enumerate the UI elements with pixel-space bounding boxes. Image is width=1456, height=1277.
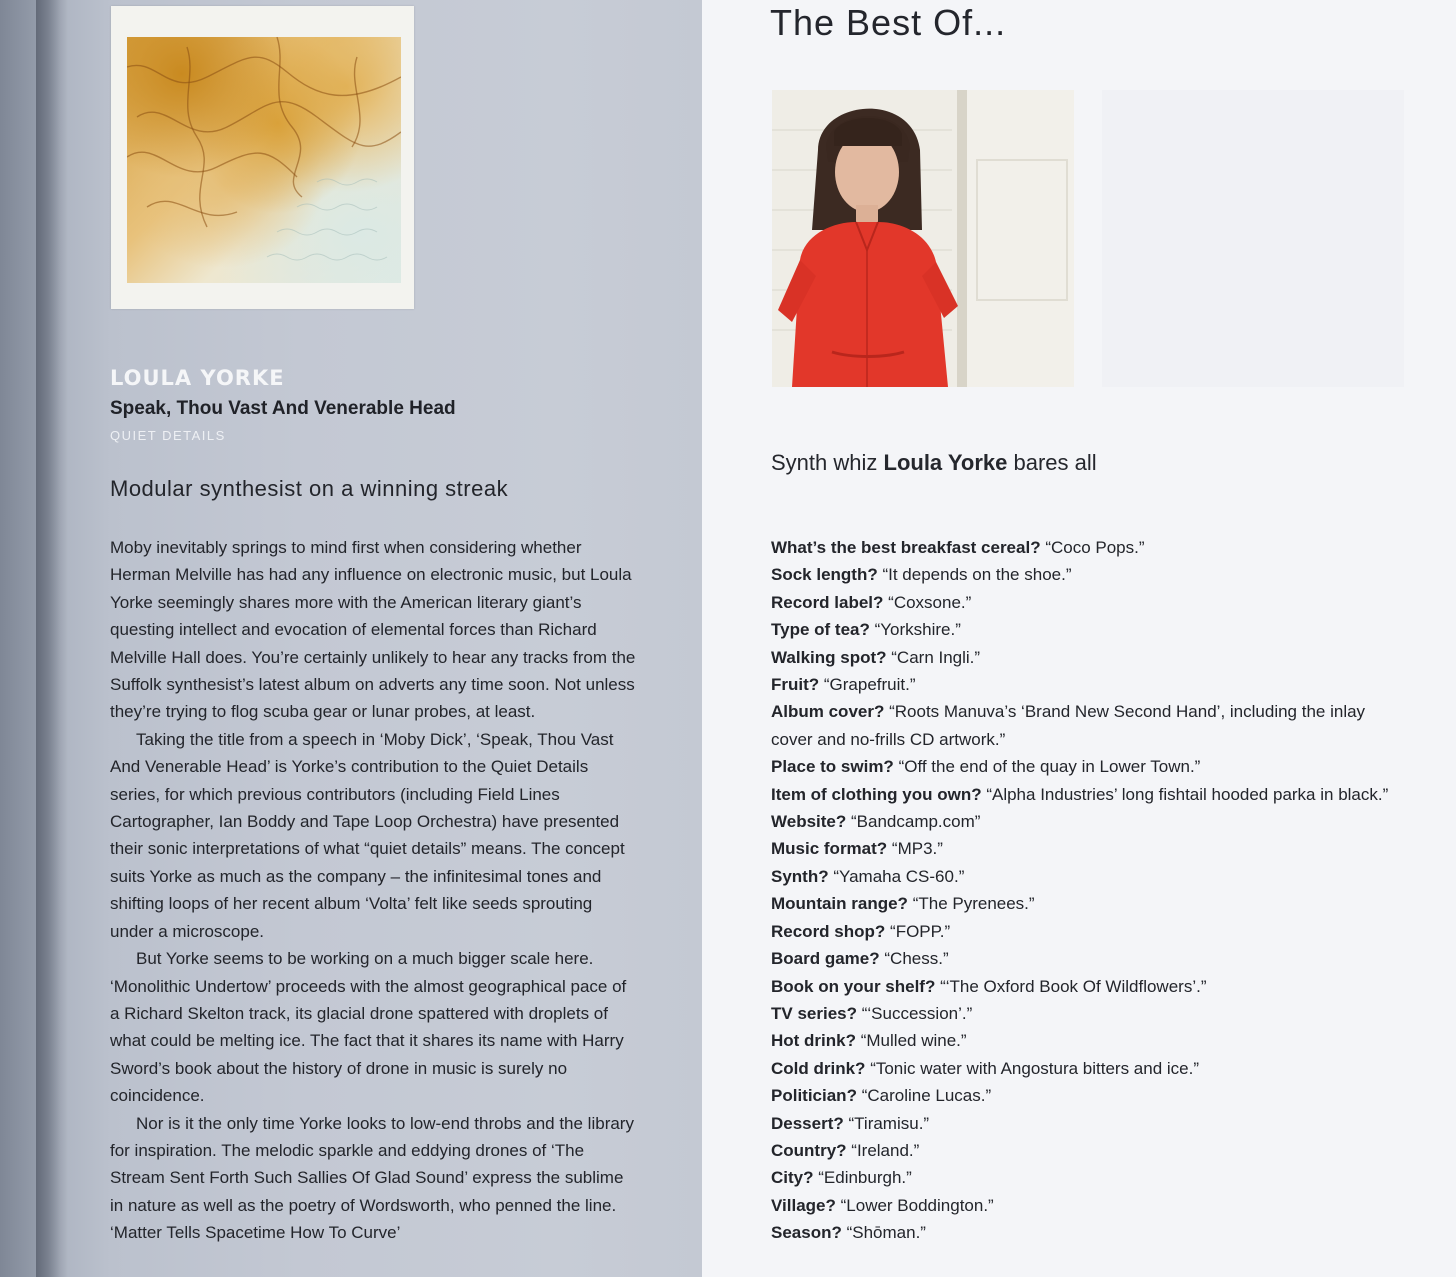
qa-item [771,671,1391,698]
qa-answer: “Edinburgh.” [818,1168,912,1188]
qa-answer: “Yorkshire.” [874,620,961,640]
qa-question: Sock length? [771,565,878,585]
qa-item [771,1082,1391,1109]
qa-answer: “Tonic water with Angostura bitters and ice.” [870,1058,1200,1078]
qa-answer: “Off the end of the quay in Lower Town.” [898,757,1201,777]
qa-question: Place to swim? [771,757,894,777]
review-paragraph: Taking the title from a speech in ‘Moby Dick’, ‘Speak, Thou Vast And Venerable Head’ is Yorke’s contribution to the Quiet Details series, for which previous contributors (including Field Lines Cartographer, Ian Boddy and Tape Loop Orchestra) have presented their sonic interpretations of what “quiet details” means. The concept suits Yorke as much as the company – the infinitesimal tones and shifting loops of her recent album ‘Volta’ felt like seeds sprouting under a microscope. [110,729,625,941]
qa-item [771,1137,1391,1164]
qa-answer: “Alpha Industries’ long fishtail hooded parka in black.” [986,784,1389,804]
qa-item [771,863,1391,890]
qa-answer: “‘Succession’.” [861,1003,973,1023]
page-title: The Best Of... [770,2,1007,43]
qa-answer: “‘The Oxford Book Of Wildflowers’.” [940,976,1207,996]
qa-answer: “Shōman.” [846,1223,926,1243]
qa-item [771,1164,1391,1191]
qa-answer: “Yamaha CS-60.” [833,866,965,886]
qa-item [771,534,1391,561]
qa-question: Village? [771,1195,836,1215]
album-artwork [127,37,401,283]
qa-item [771,644,1391,671]
qa-question: Type of tea? [771,620,870,640]
qa-question: Synth? [771,866,829,886]
qa-answer: “Bandcamp.com” [851,812,981,832]
portrait-illustration [772,90,1074,387]
qa-question: City? [771,1168,814,1188]
qa-question: Record label? [771,592,884,612]
qa-question: Fruit? [771,675,820,695]
qa-question: Dessert? [771,1113,844,1133]
qa-item [771,1055,1391,1082]
qa-answer: “It depends on the shoe.” [882,565,1072,585]
qa-item [771,1192,1391,1219]
qa-answer: “Tiramisu.” [848,1113,930,1133]
review-paragraph: But Yorke seems to be working on a much bigger scale here. ‘Monolithic Undertow’ proceeds with the almost geographical pace of a Richard Skelton track, its glacial drone spattered with droplets of what could be melting ice. The fact that it shares its name with Harry Sword’s book about the history of drone in music is surely no coincidence. [110,949,627,1106]
qa-answer: “Mulled wine.” [860,1031,967,1051]
review-paragraph: Nor is it the only time Yorke looks to low-end throbs and the library for inspiration. The melodic sparkle and eddying drones of ‘The Stream Sent Forth Such Sallies Of Glad Sound’ express the sublime in nature as well as the poetry of Wordsworth, who penned the line. ‘Matter Tells Spacetime How To Curve’ [110,1113,634,1243]
qa-answer: “Grapefruit.” [823,675,916,695]
qa-answer: “Carn Ingli.” [891,647,981,667]
qa-item [771,1027,1391,1054]
qa-answer: “Ireland.” [851,1140,920,1160]
qa-item [771,973,1391,1000]
qa-answer: “Roots Manuva’s ‘Brand New Second Hand’, including the inlay cover and no-frills CD artwork.” [771,702,1366,749]
qa-question: Hot drink? [771,1031,856,1051]
qa-item [771,616,1391,643]
subtitle-prefix: Synth whiz [771,450,884,475]
qa-question: Album cover? [771,702,885,722]
artist-portrait [772,90,1074,387]
qa-item [771,753,1391,780]
qa-answer: “Coco Pops.” [1045,538,1145,557]
qa-question: What’s the best breakfast cereal? [771,538,1041,557]
qa-item [771,781,1391,808]
qa-list [771,534,1391,1247]
qa-item [771,890,1391,917]
gutter-shadow [36,0,68,1277]
qa-question: Book on your shelf? [771,976,936,996]
qa-item [771,589,1391,616]
qa-question: Country? [771,1140,847,1160]
qa-answer: “MP3.” [891,839,943,859]
subtitle-artist-name: Loula Yorke [883,450,1008,475]
qa-answer: “FOPP.” [890,921,951,941]
qa-answer: “Caroline Lucas.” [861,1086,992,1106]
review-paragraph: Moby inevitably springs to mind first when considering whether Herman Melville has had any influence on electronic music, but Loula Yorke seemingly shares more with the American literary giant’s questing intellect and evocation of elemental forces than Richard Melville Hall does. You’re certainly unlikely to hear any tracks from the Suffolk synthesist’s latest album on adverts any time soon. Not unless they’re trying to flog scuba gear or lunar probes, at least. [110,538,636,722]
qa-question: Mountain range? [771,894,908,914]
qa-item [771,1110,1391,1137]
qa-question: Season? [771,1223,842,1243]
qa-answer: “Coxsone.” [888,592,972,612]
album-title: Speak, Thou Vast And Venerable Head [110,398,456,419]
qa-question: TV series? [771,1003,857,1023]
left-page [0,0,702,1277]
review-body [110,534,640,1247]
qa-question: Walking spot? [771,647,887,667]
qa-item [771,698,1391,753]
qa-answer: “Chess.” [884,949,949,969]
qa-item [771,945,1391,972]
artwork-texture [127,37,401,283]
record-label: QUIET DETAILS [110,428,226,443]
review-headline: Modular synthesist on a winning streak [110,476,509,501]
subtitle-suffix: bares all [1007,450,1097,475]
album-cover [111,6,414,309]
qa-question: Cold drink? [771,1058,866,1078]
qa-question: Board game? [771,949,880,969]
qa-answer: “Lower Boddington.” [840,1195,994,1215]
qa-question: Item of clothing you own? [771,784,982,804]
qa-item [771,918,1391,945]
qa-item [771,561,1391,588]
qa-item [771,1000,1391,1027]
qa-question: Record shop? [771,921,886,941]
qa-answer: “The Pyrenees.” [912,894,1035,914]
faded-image [1102,90,1404,387]
qa-item [771,835,1391,862]
artist-name: LOULA YORKE [110,366,285,390]
qa-item [771,1219,1391,1246]
feature-subtitle [771,450,1097,476]
qa-question: Politician? [771,1086,857,1106]
qa-question: Website? [771,812,847,832]
qa-question: Music format? [771,839,888,859]
qa-item [771,808,1391,835]
